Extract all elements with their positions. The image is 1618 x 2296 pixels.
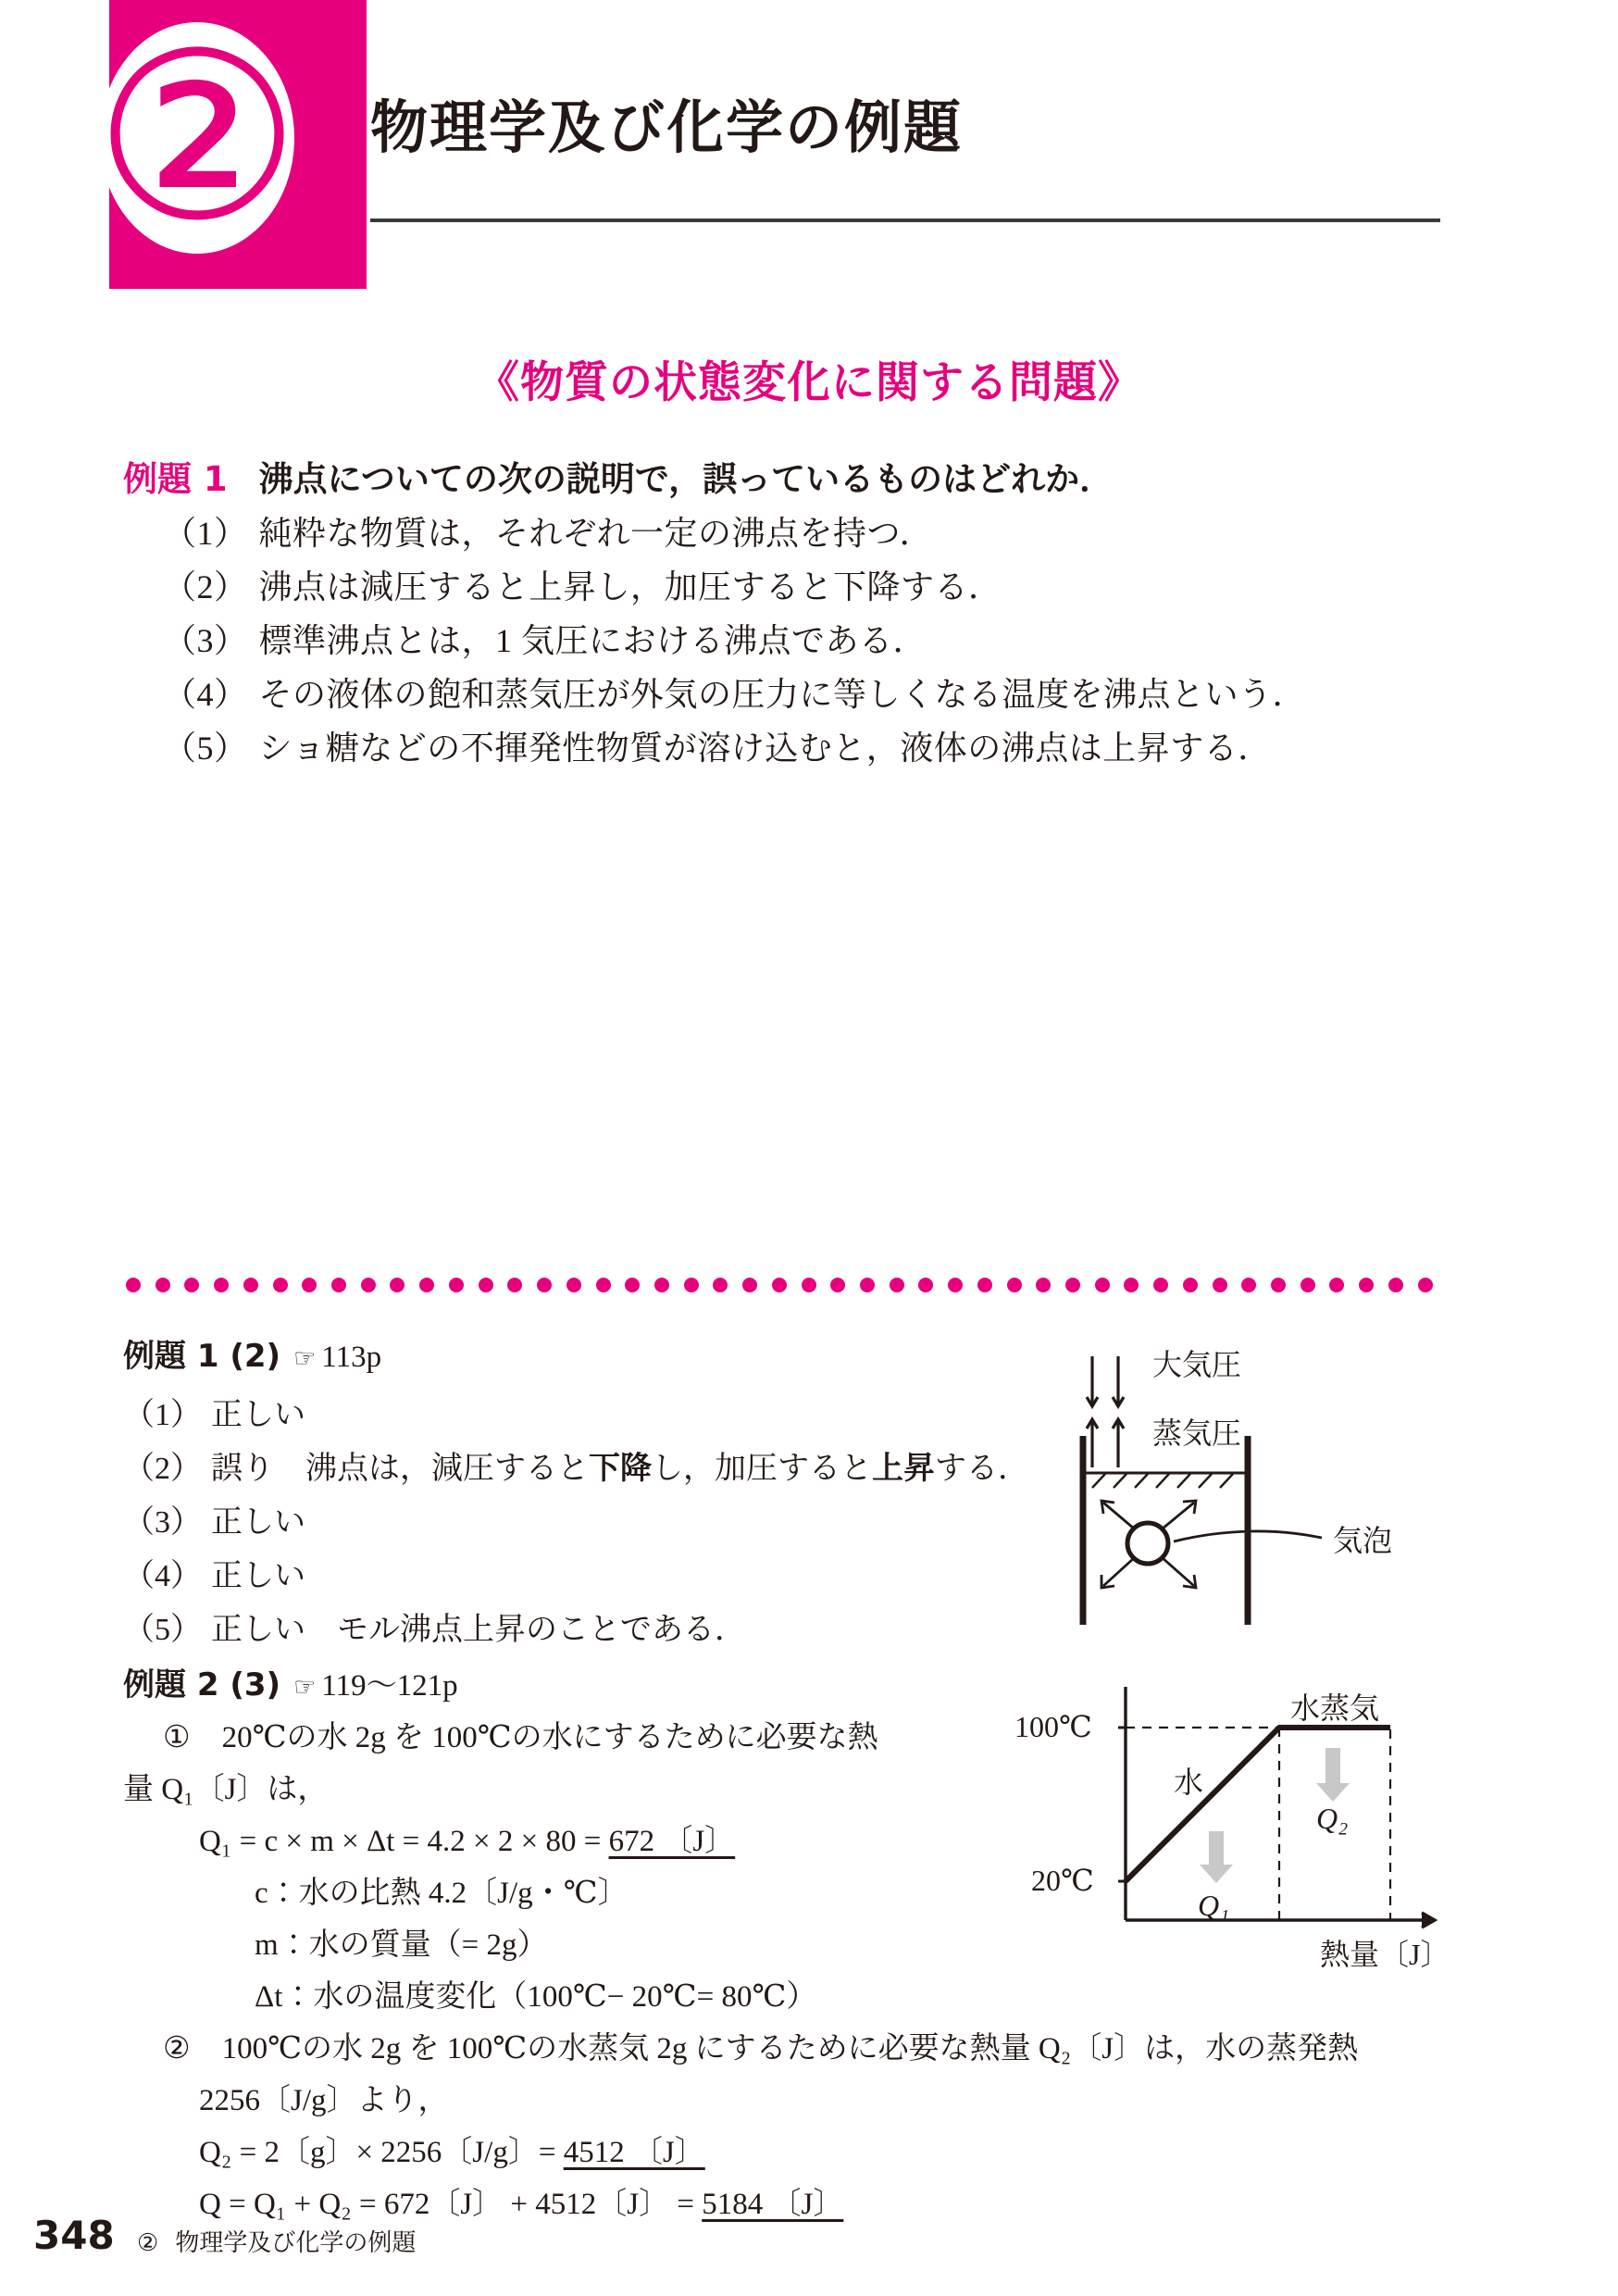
option-number: （4）	[163, 676, 248, 713]
step2-text-a: 100℃の水 2g を 100℃の水蒸気 2g にするために必要な熱量 Q₂〔J〕は，水の蒸発熱	[221, 2032, 1359, 2065]
annotation-q1: Q₁	[1198, 1889, 1230, 1922]
step1-line2: 量 Q₁〔J〕は，	[123, 1773, 329, 1806]
page-title: 物理学及び化学の例題	[370, 94, 964, 161]
answer2-reference	[293, 1669, 458, 1703]
answer-emphasis-b: 上昇	[872, 1452, 935, 1486]
option-text: ショ糖などの不揮発性物質が溶け込むと，液体の沸点は上昇する．	[258, 730, 1272, 767]
step1-equation-result: 672 〔J〕	[608, 1825, 736, 1858]
vapor-pressure-arrows	[1087, 1419, 1124, 1467]
bubble-pressure-arrows	[1101, 1501, 1196, 1588]
page-number: 348	[33, 2213, 115, 2258]
footer-chapter-mark: ②	[137, 2229, 159, 2256]
footer-chapter-title: 物理学及び化学の例題	[175, 2229, 417, 2256]
answer1-tag: 例題 1 (2)	[123, 1338, 281, 1375]
pointing-hand-icon: ☞	[293, 1673, 317, 1702]
heat-arrow-q1	[1200, 1831, 1233, 1883]
option-number: （2）	[163, 568, 248, 605]
step2-equation1-result: 4512 〔J〕	[563, 2136, 705, 2169]
problem-tag: 例題 1	[123, 459, 228, 499]
step2-line2: 2256〔J/g〕より，	[199, 2084, 449, 2117]
answer-text-b: し，加圧すると	[652, 1452, 872, 1486]
answer-text: 正しい	[211, 1559, 305, 1593]
answer-number: （3）	[123, 1505, 202, 1540]
pointing-hand-icon: ☞	[293, 1344, 317, 1373]
heating-curve-line	[1126, 1728, 1390, 1881]
answer2-heading	[123, 1659, 458, 1704]
chapter-number-badge: ②	[93, 3, 302, 272]
step2-equation2	[199, 2179, 843, 2223]
answer-number: （1）	[123, 1398, 202, 1432]
graph-axes	[1126, 1687, 1435, 1928]
answer2-tag: 例題 2 (3)	[123, 1666, 281, 1703]
step2-line1	[163, 2024, 1358, 2067]
answer-number: （4）	[123, 1559, 202, 1593]
step1-equation-lhs: Q₁ = c × m × Δt = 4.2 × 2 × 80 =	[199, 1825, 609, 1858]
liquid-hatching	[1092, 1474, 1233, 1488]
answer-number: （5）	[123, 1613, 202, 1647]
heat-arrow-q2	[1316, 1748, 1350, 1802]
answer2-reference-text: 119〜121p	[321, 1669, 458, 1703]
definition-c: c：水の比熱 4.2〔J/g・℃〕	[255, 1877, 629, 1910]
boiling-beaker-diagram	[1064, 1347, 1500, 1625]
step2-equation2-result: 5184 〔J〕	[702, 2188, 844, 2221]
atmospheric-pressure-arrows	[1087, 1356, 1124, 1406]
answer1-reference	[293, 1341, 381, 1374]
step1-text-a: 20℃の水 2g を 100℃の水にするために必要な熱	[221, 1721, 878, 1754]
step2-equation2-lhs: Q = Q₁ + Q₂ = 672〔J〕 + 4512〔J〕 =	[199, 2188, 703, 2221]
option-text: 標準沸点とは，1 気圧における沸点である．	[258, 622, 927, 659]
answer1-row	[123, 1389, 305, 1434]
option-number: （5）	[163, 730, 248, 767]
option-row	[163, 722, 1272, 769]
definition-m: m：水の質量（= 2g）	[255, 1928, 548, 1962]
atmospheric-pressure-label: 大気圧	[1152, 1348, 1242, 1381]
bubble-circle	[1127, 1523, 1168, 1564]
answer-verdict: 誤り	[211, 1452, 274, 1486]
footer-running-title	[137, 2224, 416, 2258]
answer-verdict: 正しい	[211, 1613, 305, 1647]
x-axis-label: 熱量〔J〕	[1320, 1938, 1450, 1971]
segment-label-steam: 水蒸気	[1290, 1691, 1380, 1725]
answer-text: 正しい	[211, 1398, 305, 1432]
answer-text-a: 沸点は，減圧すると	[305, 1452, 589, 1486]
answer1-row	[123, 1442, 1029, 1488]
answer-text: モル沸点上昇のことである．	[337, 1613, 746, 1647]
step2-equation1	[199, 2128, 705, 2171]
problem-stem: 沸点についての次の説明で，誤っているものはどれか．	[258, 459, 1114, 499]
answer1-reference-text: 113p	[321, 1341, 382, 1374]
step1-marker: ①	[163, 1721, 191, 1754]
title-underline-rule	[370, 218, 1440, 222]
answer1-heading	[123, 1330, 381, 1376]
option-row	[163, 507, 933, 555]
option-row	[163, 615, 927, 662]
graph-guide-lines	[1126, 1728, 1390, 1920]
option-text: 純粋な物質は，それぞれ一定の沸点を持つ．	[258, 515, 934, 552]
step2-marker: ②	[163, 2032, 191, 2065]
problem-heading	[123, 451, 1114, 501]
option-row	[163, 668, 1306, 716]
answer-emphasis-a: 下降	[589, 1452, 652, 1486]
option-text: 沸点は減圧すると上昇し，加圧すると下降する．	[258, 568, 1002, 605]
answer-text-c: する．	[935, 1452, 1029, 1486]
answer1-row	[123, 1550, 305, 1595]
step1-equation	[199, 1816, 735, 1860]
heating-curve-graph	[1009, 1666, 1527, 1981]
answer-number: （2）	[123, 1452, 202, 1486]
answer1-row	[123, 1496, 305, 1541]
beaker-svg	[1064, 1347, 1500, 1625]
segment-label-water: 水	[1174, 1766, 1204, 1799]
y-tick-label-20: 20℃	[1031, 1864, 1094, 1897]
bubble-label: 気泡	[1333, 1524, 1393, 1557]
option-row	[163, 561, 1002, 608]
option-text: その液体の飽和蒸気圧が外気の圧力に等しくなる温度を沸点という．	[258, 676, 1307, 713]
y-tick-label-100: 100℃	[1014, 1710, 1092, 1743]
section-heading: 《物質の状態変化に関する問題》	[476, 357, 1142, 408]
answer-text: 正しい	[211, 1505, 305, 1540]
vapor-pressure-label: 蒸気圧	[1152, 1416, 1242, 1450]
step2-equation1-lhs: Q₂ = 2〔g〕× 2256〔J/g〕=	[199, 2136, 564, 2169]
dotted-divider	[126, 1278, 1433, 1292]
option-number: （1）	[163, 515, 248, 552]
definition-delta-t: Δt：水の温度変化（100℃− 20℃= 80℃）	[255, 1980, 817, 2014]
answer1-row	[123, 1603, 746, 1649]
option-number: （3）	[163, 622, 248, 659]
annotation-q2: Q₂	[1316, 1802, 1349, 1835]
step1-line1	[163, 1713, 878, 1756]
